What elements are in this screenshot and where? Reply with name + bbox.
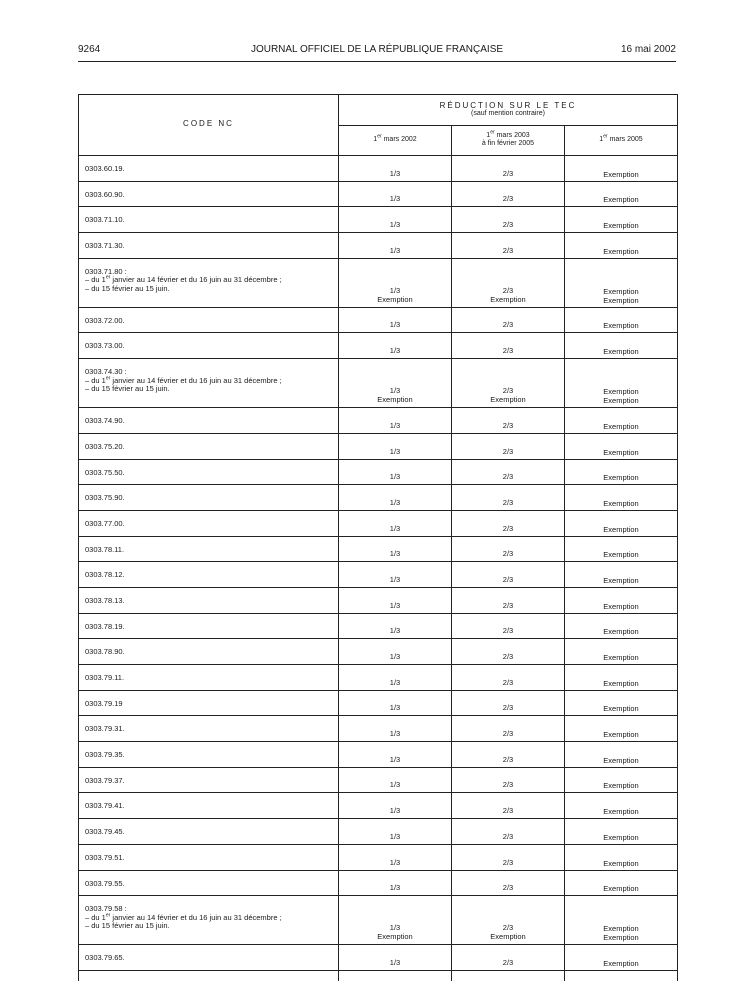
table-row	[79, 639, 677, 665]
reduction-2003-cell: 2/3	[502, 574, 514, 584]
reduction-2002-cell: 1/3 Exemption	[377, 923, 413, 942]
reduction-2003-cell: 2/3 Exemption	[490, 386, 526, 405]
reduction-2003-cell: 2/3	[502, 806, 514, 816]
reduction-2003-cell: 2/3	[502, 446, 514, 456]
table-row	[79, 691, 677, 717]
reduction-2002-cell: 1/3	[389, 420, 401, 430]
reduction-2002-cell: 1/3	[389, 168, 401, 178]
column-header-2005: 1er mars 2005	[599, 133, 643, 143]
reduction-2003-cell: 2/3	[502, 703, 514, 713]
reduction-2005-cell: Exemption	[603, 421, 639, 431]
reduction-2002-cell: 1/3	[389, 703, 401, 713]
reduction-2003-cell: 2/3	[502, 652, 514, 661]
reduction-2005-cell: Exemption	[603, 221, 639, 231]
reduction-2003-cell: 2/3	[502, 420, 514, 430]
header-rule	[78, 61, 676, 62]
reduction-2005-cell: Exemption Exemption	[603, 286, 639, 305]
reduction-2002-cell: 1/3	[389, 497, 401, 507]
reduction-2003-cell: 2/3	[502, 957, 514, 967]
reduction-2003-cell: 2/3	[502, 346, 514, 356]
nc-code-cell: 0303.78.19.	[85, 621, 125, 631]
nc-code-cell: 0303.74.30 : – du 1er janvier au 14 février et du 16 juin au 31 décembre ; – du 15 février au 15 juin.	[85, 359, 335, 407]
nc-code-cell: 0303.79.41.	[85, 801, 125, 811]
nc-code-cell: 0303.79.31.	[85, 724, 125, 734]
reduction-2003-cell: 2/3	[502, 472, 514, 482]
reduction-2002-cell: 1/3	[389, 574, 401, 584]
nc-code-cell: 0303.78.12.	[85, 570, 125, 580]
period-line-b: – du 15 février au 15 juin.	[85, 384, 170, 394]
reduction-2002-cell: 1/3 Exemption	[377, 285, 413, 304]
table-body	[79, 156, 677, 971]
nc-code-cell: 0303.78.11.	[85, 544, 125, 554]
reduction-2003-cell: 2/3	[502, 497, 514, 507]
column-header-2002: 1er mars 2002	[373, 133, 417, 143]
tariff-reduction-table	[78, 94, 678, 981]
nc-code-cell: 0303.79.58 : – du 1er janvier au 14 février et du 16 juin au 31 décembre ; – du 15 février au 15 juin.	[85, 896, 335, 944]
reduction-2003-cell: 2/3	[502, 600, 514, 610]
nc-code-cell: 0303.79.45.	[85, 827, 125, 837]
reduction-2005-cell: Exemption Exemption	[603, 924, 639, 943]
reduction-2002-cell: 1/3	[389, 626, 401, 636]
reduction-2005-cell: Exemption	[603, 704, 639, 714]
period-line-a: – du 1er janvier au 14 février et du 16 juin au 31 décembre ;	[85, 274, 282, 285]
reduction-2005-cell: Exemption	[603, 524, 639, 534]
nc-code-cell: 0303.60.19.	[85, 164, 125, 173]
publication-date: 16 mai 2002	[620, 44, 676, 55]
column-separator	[451, 125, 452, 981]
reduction-2005-cell: Exemption	[603, 321, 639, 331]
reduction-2005-cell: Exemption	[603, 550, 639, 560]
table-row	[79, 665, 677, 691]
table-row	[79, 434, 677, 460]
reduction-2005-cell: Exemption	[603, 195, 639, 205]
reduction-2002-cell: 1/3	[389, 806, 401, 816]
reduction-2005-cell: Exemption	[603, 498, 639, 508]
page-number: 9264	[78, 44, 101, 55]
reduction-2005-cell: Exemption	[603, 832, 639, 842]
table-row	[79, 896, 677, 945]
reduction-2002-cell: 1/3	[389, 652, 401, 661]
reduction-2002-cell: 1/3	[389, 245, 401, 255]
table-row	[79, 742, 677, 768]
page-header	[78, 43, 676, 57]
period-line-b: – du 15 février au 15 juin.	[85, 283, 170, 293]
reduction-2005-cell: Exemption	[603, 755, 639, 765]
reduction-2005-cell: Exemption	[603, 447, 639, 457]
reduction-2002-cell: 1/3	[389, 957, 401, 967]
table-row	[79, 308, 677, 334]
table-row	[79, 793, 677, 819]
table-row	[79, 333, 677, 359]
column-header-2003-2005: 1er mars 2003 à fin février 2005	[481, 129, 535, 147]
reduction-2002-cell: 1/3	[389, 549, 401, 559]
table-row	[79, 485, 677, 511]
reduction-2003-cell: 2/3	[502, 857, 514, 867]
reduction-group-header	[339, 101, 677, 118]
period-line-a: – du 1er janvier au 14 février et du 16 juin au 31 décembre ;	[85, 912, 282, 922]
table-row	[79, 768, 677, 794]
table-row	[79, 614, 677, 640]
reduction-2002-cell: 1/3	[389, 472, 401, 482]
table-header	[79, 95, 677, 156]
reduction-2002-cell: 1/3	[389, 754, 401, 764]
nc-code-cell: 0303.79.65.	[85, 953, 125, 963]
table-row	[79, 156, 677, 182]
table-row	[79, 259, 677, 308]
reduction-2002-cell: 1/3	[389, 194, 401, 204]
reduction-2005-cell: Exemption	[603, 473, 639, 483]
reduction-2005-cell: Exemption Exemption	[603, 387, 639, 406]
reduction-2003-cell: 2/3	[502, 754, 514, 764]
reduction-2003-cell: 2/3	[502, 220, 514, 230]
reduction-2002-cell: 1/3 Exemption	[377, 386, 413, 405]
reduction-2002-cell: 1/3	[389, 883, 401, 893]
reduction-2003-cell: 2/3 Exemption	[490, 285, 526, 304]
reduction-2005-cell: Exemption	[603, 858, 639, 868]
nc-code-cell: 0303.79.37.	[85, 775, 125, 785]
nc-code-cell: 0303.71.10.	[85, 215, 125, 225]
nc-code-cell: 0303.77.00.	[85, 518, 125, 528]
table-row	[79, 408, 677, 434]
table-row	[79, 871, 677, 897]
reduction-2002-cell: 1/3	[389, 320, 401, 330]
reduction-subtitle: (sauf mention contraire)	[471, 110, 545, 117]
reduction-2002-cell: 1/3	[389, 346, 401, 356]
column-separator	[564, 125, 565, 981]
reduction-2003-cell: 2/3	[502, 168, 514, 178]
nc-code-cell: 0303.75.90.	[85, 493, 125, 503]
table-row	[79, 819, 677, 845]
reduction-2002-cell: 1/3	[389, 600, 401, 610]
reduction-2003-cell: 2/3	[502, 320, 514, 330]
nc-code-cell: 0303.72.00.	[85, 315, 125, 325]
reduction-2002-cell: 1/3	[389, 857, 401, 867]
reduction-2002-cell: 1/3	[389, 523, 401, 533]
table-row	[79, 537, 677, 563]
reduction-2005-cell: Exemption	[603, 884, 639, 894]
table-row	[79, 233, 677, 259]
reduction-2005-cell: Exemption	[603, 601, 639, 611]
nc-code-cell: 0303.75.20.	[85, 441, 125, 451]
nc-code-cell: 0303.75.50.	[85, 467, 125, 477]
table-row	[79, 460, 677, 486]
nc-code-cell: 0303.71.30.	[85, 241, 125, 251]
reduction-2002-cell: 1/3	[389, 220, 401, 230]
reduction-2005-cell: Exemption	[603, 781, 639, 791]
reduction-2003-cell: 2/3	[502, 245, 514, 255]
reduction-2002-cell: 1/3	[389, 446, 401, 456]
period-line-a: – du 1er janvier au 14 février et du 16 juin au 31 décembre ;	[85, 375, 282, 385]
reduction-2002-cell: 1/3	[389, 729, 401, 739]
table-row	[79, 945, 677, 971]
reduction-2005-cell: Exemption	[603, 730, 639, 740]
reduction-2003-cell: 2/3 Exemption	[490, 923, 526, 942]
table-continuation	[79, 971, 677, 981]
reduction-2003-cell: 2/3	[502, 677, 514, 687]
table-row	[79, 359, 677, 408]
reduction-2003-cell: 2/3	[502, 523, 514, 533]
nc-code-cell: 0303.73.00.	[85, 341, 125, 351]
table-row	[79, 562, 677, 588]
nc-code-cell: 0303.78.90.	[85, 647, 125, 657]
reduction-2003-cell: 2/3	[502, 626, 514, 636]
nc-code-cell: 0303.79.55.	[85, 878, 125, 888]
reduction-2002-cell: 1/3	[389, 831, 401, 841]
reduction-2002-cell: 1/3	[389, 780, 401, 790]
reduction-2005-cell: Exemption	[603, 678, 639, 688]
nc-code-cell: 0303.79.11.	[85, 673, 125, 682]
reduction-2002-cell: 1/3	[389, 677, 401, 687]
reduction-2003-cell: 2/3	[502, 780, 514, 790]
table-row	[79, 716, 677, 742]
nc-code-cell: 0303.79.19	[85, 698, 123, 708]
nc-code-cell: 0303.71.80 : – du 1er janvier au 14 février et du 16 juin au 31 décembre ; – du 15 février au 15 juin.	[85, 259, 335, 307]
reduction-2005-cell: Exemption	[603, 575, 639, 585]
nc-code-cell: 0303.79.35.	[85, 750, 125, 760]
reduction-2003-cell: 2/3	[502, 194, 514, 204]
reduction-2005-cell: Exemption	[603, 653, 639, 662]
table-row	[79, 588, 677, 614]
nc-code-cell: 0303.74.90.	[85, 416, 125, 426]
journal-title: JOURNAL OFFICIEL DE LA RÉPUBLIQUE FRANÇAISE	[250, 44, 504, 55]
reduction-2003-cell: 2/3	[502, 549, 514, 559]
nc-code-cell: 0303.60.90.	[85, 189, 125, 199]
nc-code-cell: 0303.78.13.	[85, 595, 125, 605]
column-separator	[338, 95, 339, 981]
nc-code-cell: 0303.79.51.	[85, 852, 125, 862]
reduction-2003-cell: 2/3	[502, 729, 514, 739]
reduction-2005-cell: Exemption	[603, 169, 639, 179]
reduction-2005-cell: Exemption	[603, 347, 639, 357]
reduction-2003-cell: 2/3	[502, 883, 514, 893]
reduction-2003-cell: 2/3	[502, 831, 514, 841]
table-row	[79, 207, 677, 233]
code-nc-header: CODE NC	[183, 119, 234, 128]
reduction-title: RÉDUCTION SUR LE TEC	[439, 101, 577, 110]
reduction-2005-cell: Exemption	[603, 246, 639, 256]
reduction-2005-cell: Exemption	[603, 627, 639, 637]
reduction-2005-cell: Exemption	[603, 807, 639, 817]
table-row	[79, 511, 677, 537]
reduction-2005-cell: Exemption	[603, 958, 639, 968]
table-row	[79, 182, 677, 208]
period-line-b: – du 15 février au 15 juin.	[85, 921, 170, 931]
table-row	[79, 845, 677, 871]
